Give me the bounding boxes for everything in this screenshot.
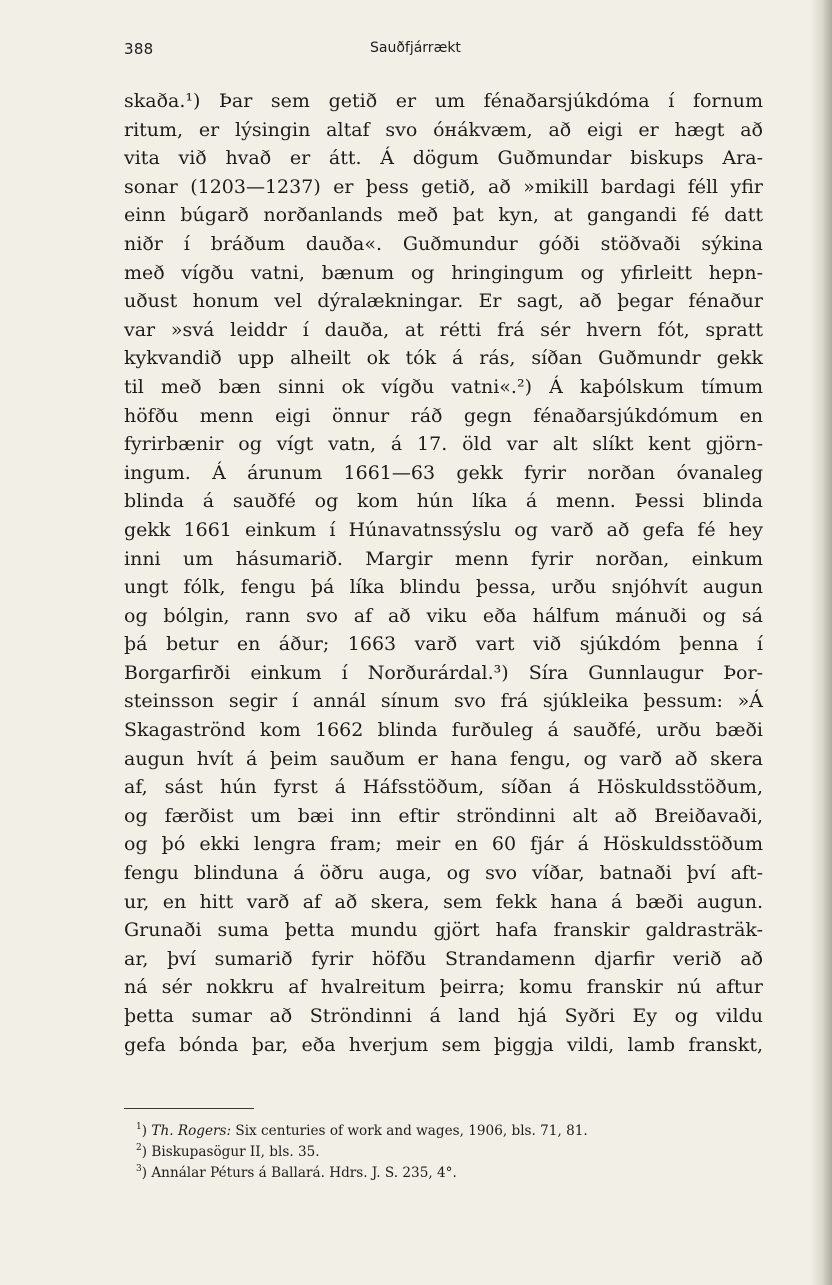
text-line: sonar (1203—1237) er þess getið, að »mikill bardagi féll yfir xyxy=(124,175,763,198)
footnote-text: Biskupasögur II, bls. 35. xyxy=(147,1144,320,1160)
footnotes xyxy=(124,1117,764,1180)
text-line: Borgarfirði einkum í Norðurárdal.³) Síra Gunnlaugur Þor- xyxy=(124,661,763,684)
text-line: Grunaði suma þetta mundu gjört hafa franskir galdrasträk- xyxy=(124,919,763,942)
running-head: Sauðfjárrækt xyxy=(370,40,461,56)
footnote-marker: 2 xyxy=(136,1143,142,1153)
footnote-marker: 3 xyxy=(136,1164,142,1174)
text-line: ur, en hitt varð af að skera, sem fekk hana á bæði augun. xyxy=(124,890,763,913)
footnote-text: Annálar Péturs á Ballará. Hdrs. J. S. 235, 4°. xyxy=(147,1165,457,1181)
footnote-author: Th. Rogers: xyxy=(151,1123,232,1139)
text-line: gekk 1661 einkum í Húnavatnssýslu og varð að gefa fé hey xyxy=(124,518,763,541)
text-line: ritum, er lýsingin altaf svo óнákvæm, að eigi er hægt að xyxy=(124,118,763,141)
text-line: þetta sumar að Ströndinni á land hjá Syðri Ey og vildu xyxy=(124,1005,763,1027)
footnote-item xyxy=(124,1117,764,1138)
text-line: ungt fólk, fengu þá líka blindu þessa, urðu snjóhvít augun xyxy=(124,576,763,599)
footnote-paren: ) xyxy=(141,1165,148,1181)
text-line: augun hvít á þeim sauðum er hana fengu, og varð að skera xyxy=(124,747,763,770)
text-line: vita við hvað er átt. Á dögum Guðmundar biskups Ara- xyxy=(124,147,763,170)
text-line: kykvandið upp alheilt ok tók á rás, síðan Guðmundr gekk xyxy=(124,347,763,370)
text-line: niðr í bráðum dauða«. Guðmundur góði stöðvaði sýkina xyxy=(124,232,763,255)
text-line: og bólgin, rann svo af að viku eða hálfum mánuði og sá xyxy=(124,604,763,627)
page-edge-shadow xyxy=(810,0,832,1285)
body-text xyxy=(124,87,763,1059)
page-number: 388 xyxy=(124,40,154,58)
text-line: höfðu menn eigi önnur ráð gegn fénaðarsjúkdómum en xyxy=(124,404,763,427)
text-line: einn búgarð norðanlands með þat kyn, at gangandi fé datt xyxy=(124,204,763,227)
text-line: ingum. Á árunum 1661—63 gekk fyrir norðan óvanaleg xyxy=(124,461,763,484)
text-line: þá betur en áður; 1663 varð vart við sjúkdóm þenna í xyxy=(124,633,763,656)
footnote-marker: 1 xyxy=(136,1122,142,1132)
text-line: af, sást hún fyrst á Háfsstöðum, síðan á Höskuldsstöðum, xyxy=(124,776,763,799)
text-line: Skagaströnd kom 1662 blinda furðuleg á sauðfé, urðu bæði xyxy=(124,719,763,742)
text-line: skaða.¹) Þar sem getið er um fénaðarsjúkdóma í fornum xyxy=(124,90,763,112)
footnote-item xyxy=(124,1138,764,1159)
text-line: fyrirbænir og vígt vatn, á 17. öld var alt slíkt kent gjörn- xyxy=(124,433,763,456)
page-header xyxy=(124,40,764,66)
text-line: til með bæn sinni ok vígðu vatni«.²) Á kaþólskum tímum xyxy=(124,375,763,398)
text-line: blinda á sauðfé og kom hún líka á menn. Þessi blinda xyxy=(124,490,763,513)
text-line: ná sér nokkru af hvalreitum þeirra; komu franskir nú aftur xyxy=(124,976,763,999)
footnote-paren: ) xyxy=(141,1144,148,1160)
text-line: var »svá leiddr í dauða, at rétti frá sér hvern fót, spratt xyxy=(124,318,763,341)
text-line: inni um hásumarið. Margir menn fyrir norðan, einkum xyxy=(124,547,763,570)
footnote-rule xyxy=(124,1108,254,1109)
footnote-text: Six centuries of work and wages, 1906, bls. 71, 81. xyxy=(231,1123,588,1139)
text-line: gefa bónda þar, eða hverjum sem þiggja vildi, lamb franskt, xyxy=(124,1033,763,1056)
text-line: ar, því sumarið fyrir höfðu Strandamenn djarfir verið að xyxy=(124,947,763,970)
footnote-item xyxy=(124,1159,764,1180)
text-line: fengu blinduna á öðru auga, og svo víðar, batnaði því aft- xyxy=(124,862,763,885)
text-line: með vígðu vatni, bænum og hringingum og yfirleitt hepn- xyxy=(124,261,763,284)
text-line: og þó ekki lengra fram; meir en 60 fjár á Höskuldsstöðum xyxy=(124,833,763,856)
text-line: steinsson segir í annál sínum svo frá sjúkleika þessum: »Á xyxy=(124,690,763,713)
text-line: uðust honum vel dýralækningar. Er sagt, að þegar fénaður xyxy=(124,290,763,313)
footnote-paren: ) xyxy=(141,1123,148,1139)
text-line: og færðist um bæi inn eftir ströndinni alt að Breiðavaði, xyxy=(124,804,763,827)
